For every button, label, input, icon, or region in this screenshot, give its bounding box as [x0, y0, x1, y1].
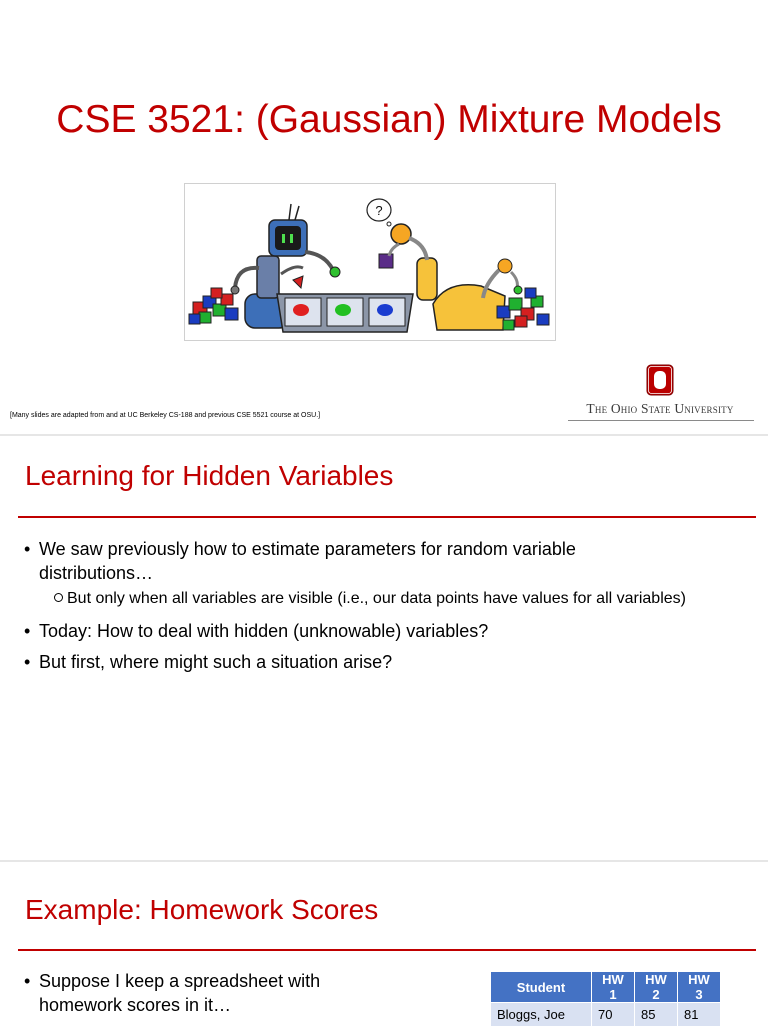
homework-scores-slide	[0, 862, 768, 1024]
sub-bullet-text: But only when all variables are visible (i.e., our data points have values for all variables)	[67, 588, 686, 610]
slide-title: CSE 3521: (Gaussian) Mixture Models	[0, 92, 768, 148]
credits-note: [Many slides are adapted from and at UC Berkeley CS-188 and previous CSE 5521 course at OSU.]	[10, 411, 320, 421]
hollow-circle-bullet-icon	[54, 593, 63, 602]
bullet-text: Today: How to deal with hidden (unknowable) variables?	[39, 619, 488, 643]
title-underline	[18, 516, 756, 518]
homework-scores-table	[491, 972, 721, 1026]
column-header-student: Student	[491, 972, 592, 1003]
robots-sorting-illustration	[184, 183, 556, 341]
osu-logo	[566, 364, 756, 424]
bullet-text: homework scores in it…	[39, 993, 231, 1017]
column-header-hw1: HW 1	[592, 972, 635, 1003]
cell-hw2: 85	[635, 1003, 678, 1026]
right-cube-pile	[497, 288, 549, 330]
bullet-text: Suppose I keep a spreadsheet with	[39, 969, 320, 993]
title-underline	[18, 949, 756, 951]
bullet-text: But first, where might such a situation arise?	[39, 650, 392, 674]
thought-bubble	[367, 199, 391, 226]
cell-student: Bloggs, Joe	[491, 1003, 592, 1026]
left-cube-pile	[189, 288, 238, 324]
title-slide	[0, 0, 768, 436]
slide-title: Example: Homework Scores	[25, 890, 378, 930]
bullet-dot: •	[24, 619, 30, 643]
sorting-bins	[277, 294, 413, 332]
bullet-dot: •	[24, 650, 30, 674]
hidden-variables-slide	[0, 436, 768, 862]
robots-illustration-graphic	[185, 184, 556, 341]
table-header-row	[491, 972, 721, 1003]
cell-hw3: 81	[678, 1003, 721, 1026]
wordmark-underline	[568, 420, 754, 421]
bullet-dot: •	[24, 969, 30, 993]
thought-bubble-question: ?	[375, 203, 382, 218]
university-wordmark: The Ohio State University	[566, 400, 754, 418]
cell-hw1: 70	[592, 1003, 635, 1026]
bullet-text: distributions…	[39, 561, 153, 585]
table-row	[491, 1003, 721, 1026]
bullet-text: We saw previously how to estimate parameters for random variable	[39, 537, 576, 561]
block-o-icon	[646, 364, 674, 396]
column-header-hw3: HW 3	[678, 972, 721, 1003]
column-header-hw2: HW 2	[635, 972, 678, 1003]
slide-title: Learning for Hidden Variables	[25, 456, 393, 496]
bullet-dot: •	[24, 537, 30, 561]
